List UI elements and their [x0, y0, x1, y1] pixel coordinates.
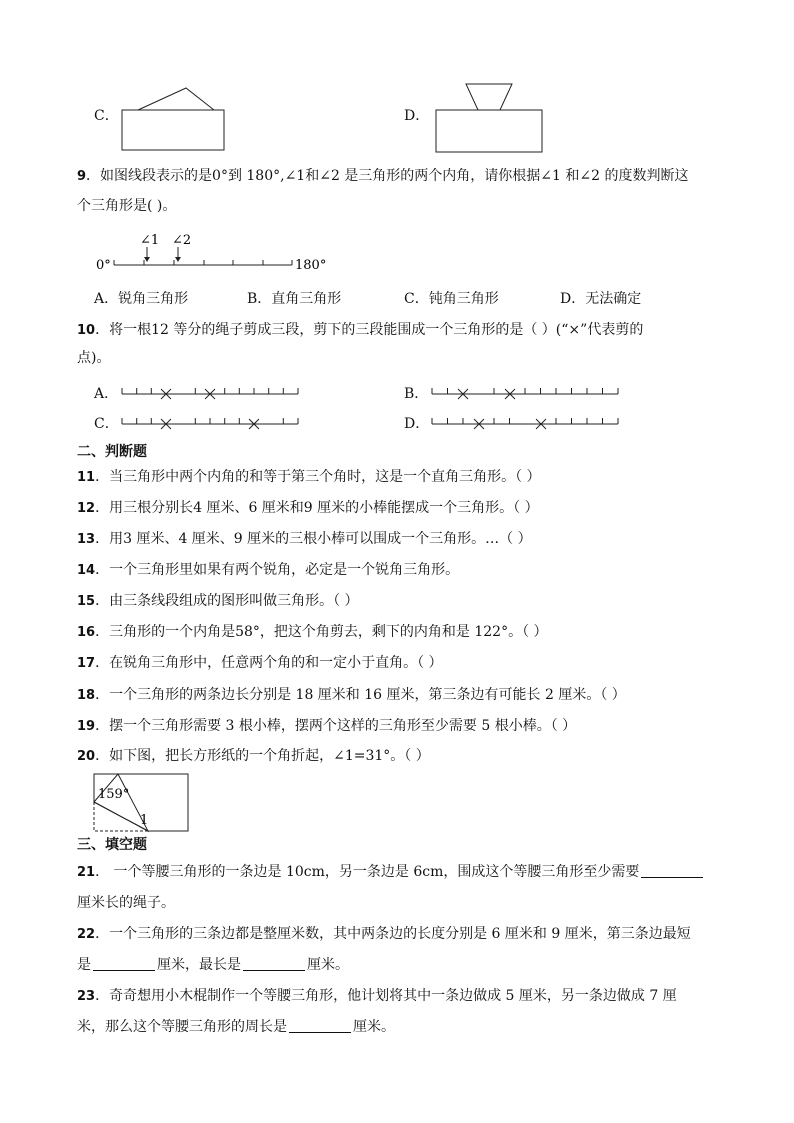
q22-line1: 22．一个三角形的三条边都是整厘米数，其中两条边的长度分别是 6 厘米和 9 厘米，第三条边最短	[77, 926, 691, 942]
q10-option-b-label: B．	[404, 386, 429, 402]
q9-angle-number-line	[92, 230, 342, 274]
q12: 12．用三根分别长4 厘米、6 厘米和9 厘米的小棒能摆成一个三角形。（ ）	[77, 500, 539, 516]
q21-blank[interactable]	[641, 863, 703, 878]
option-c-label: C．	[94, 108, 119, 124]
q19: 19．摆一个三角形需要 3 根小棒，摆两个这样的三角形至少需要 5 根小棒。（ ）	[77, 718, 577, 734]
q22-blank-max[interactable]	[243, 956, 305, 971]
q20: 20．如下图，把长方形纸的一个角折起，∠1=31°。（ ）	[77, 748, 430, 764]
q21-line2: 厘米长的绳子。	[77, 895, 175, 911]
q23-line2: 米，那么这个等腰三角形的周长是 厘米。	[77, 1019, 395, 1035]
q14: 14．一个三角形里如果有两个锐角，必定是一个锐角三角形。	[77, 562, 460, 578]
q23-line1: 23．奇奇想用小木棍制作一个等腰三角形，他计划将其中一条边做成 5 厘米，另一条边做成 7 厘	[77, 988, 677, 1004]
number-line-start: 0°	[96, 258, 111, 273]
q9-line2: 个三角形是( )。	[77, 198, 177, 214]
q10-option-d-label: D．	[404, 416, 430, 432]
q16: 16．三角形的一个内角是58°，把这个角剪去，剩下的内角和是 122°。（ ）	[77, 624, 548, 640]
q18: 18．一个三角形的两条边长分别是 18 厘米和 16 厘米，第三条边有可能长 2 厘米。（ ）	[77, 687, 626, 703]
q15: 15．由三条线段组成的图形叫做三角形。（ ）	[77, 593, 359, 609]
q10-option-c-label: C．	[94, 416, 119, 432]
q23-blank[interactable]	[289, 1018, 351, 1033]
angle2-label: ∠2	[172, 233, 192, 248]
angle1-label: ∠1	[140, 233, 160, 248]
q10-line1: 10．将一根12 等分的绳子剪成三段，剪下的三段能围成一个三角形的是（ ）(“×”代表剪的	[77, 322, 644, 338]
q9-line1: 9．如图线段表示的是0°到 180°,∠1和∠2 是三角形的两个内角，请你根据∠1 和∠2 的度数判断这	[77, 168, 689, 184]
q10-option-b-rope	[430, 384, 624, 402]
q20-folded-paper-figure	[92, 772, 192, 834]
q9-option-b: B．直角三角形	[247, 291, 342, 307]
q22-blank-min[interactable]	[93, 956, 155, 971]
section-fill-heading: 三、填空题	[77, 837, 147, 853]
option-d-figure	[434, 82, 546, 154]
q10-line2: 点)。	[77, 350, 111, 366]
q10-option-a-label: A．	[94, 386, 119, 402]
q17: 17．在锐角三角形中，任意两个角的和一定小于直角。（ ）	[77, 655, 443, 671]
q9-option-a: A．锐角三角形	[94, 291, 189, 307]
q9-option-d: D．无法确定	[560, 291, 642, 307]
q10-option-d-rope	[430, 414, 624, 432]
option-d-label: D．	[404, 108, 430, 124]
q10-option-a-rope	[120, 384, 304, 402]
q13: 13．用3 厘米、4 厘米、9 厘米的三根小棒可以围成一个三角形。…（ ）	[77, 531, 532, 547]
q22-line2: 是 厘米，最长是 厘米。	[77, 957, 349, 973]
section-judge-heading: 二、判断题	[77, 444, 147, 460]
q10-option-c-rope	[120, 414, 304, 432]
q21-line1: 21． 一个等腰三角形的一条边是 10cm，另一条边是 6cm，围成这个等腰三角形至少需要	[77, 862, 705, 883]
q11: 11．当三角形中两个内角的和等于第三个角时，这是一个直角三角形。（ ）	[77, 469, 541, 485]
q9-option-c: C．钝角三角形	[404, 291, 499, 307]
number-line-end: 180°	[295, 258, 327, 273]
q20-angle-159: 159°	[98, 787, 130, 802]
q20-angle-1-label: 1	[140, 813, 149, 828]
option-c-figure	[120, 86, 226, 152]
